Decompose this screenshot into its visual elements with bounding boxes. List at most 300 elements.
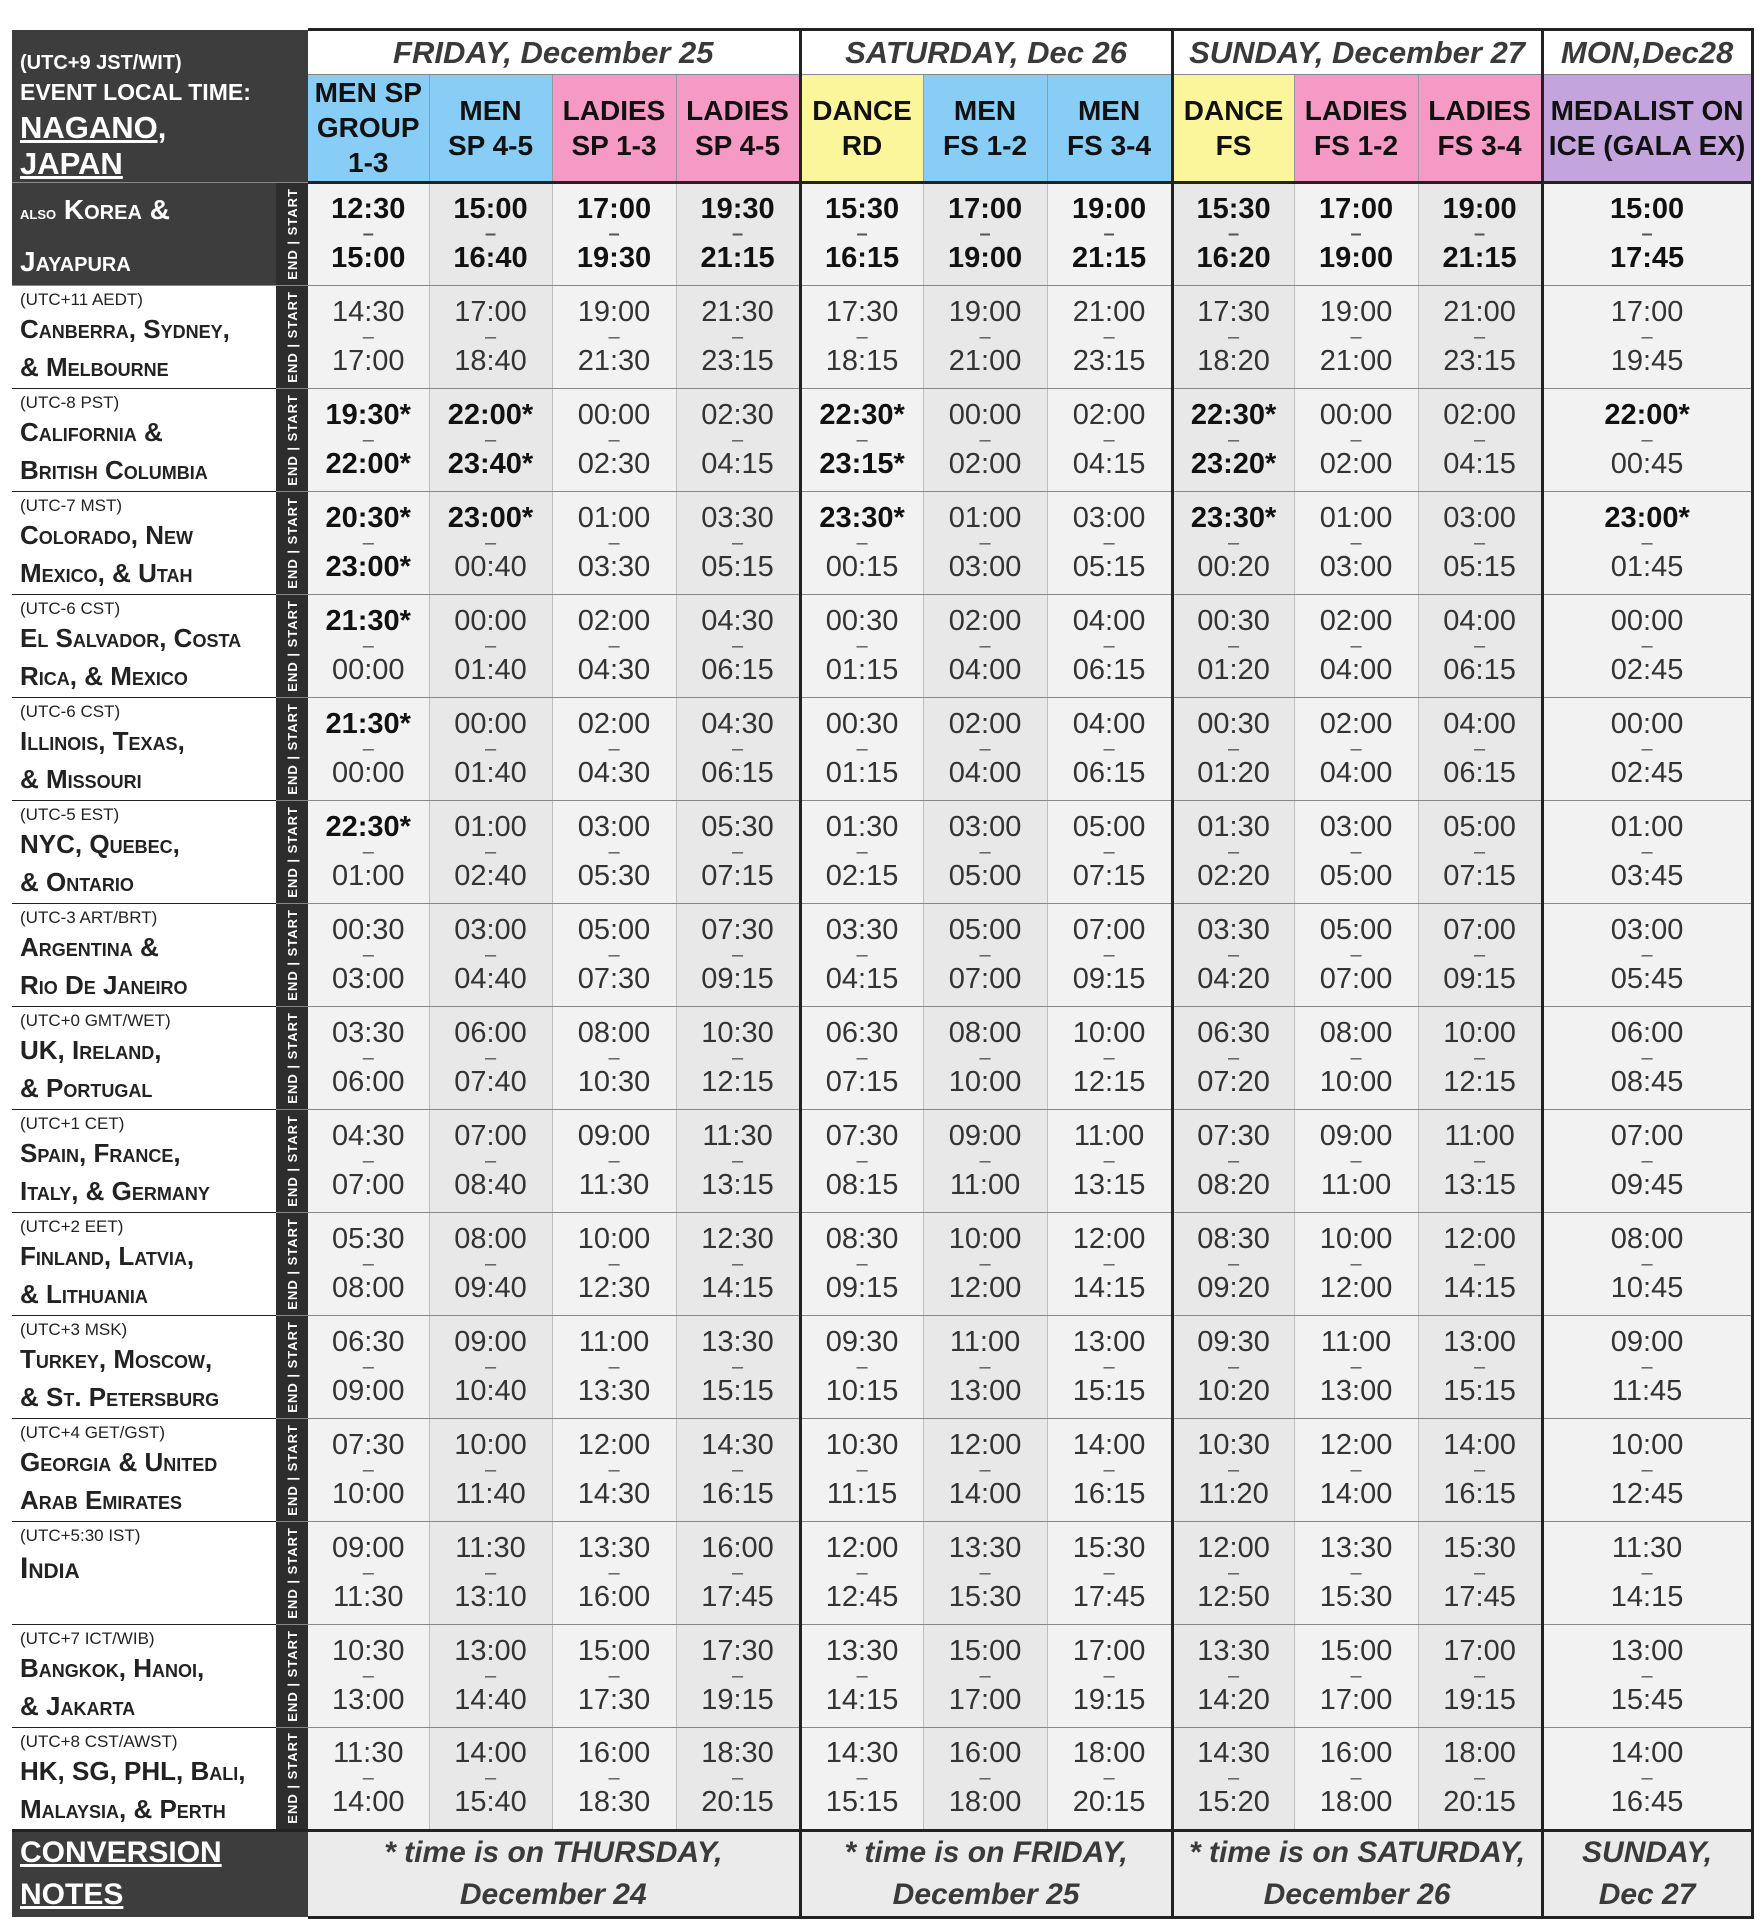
time-cell [923, 1315, 1047, 1418]
event-name: LADIES [686, 94, 789, 126]
start-time: 11:00 [949, 1325, 1021, 1358]
event-name: MEDALIST ON [1550, 94, 1744, 126]
start-end-text: END | START [284, 1320, 300, 1413]
end-time: 18:00 [948, 1786, 1022, 1818]
start-time: 00:00 [1610, 707, 1684, 740]
time-dash: – [1228, 223, 1240, 245]
start-time: 05:30 [331, 1222, 405, 1255]
start-time: 14:00 [1443, 1428, 1516, 1461]
start-end-marker [276, 1418, 308, 1521]
start-time: 12:00 [1197, 1531, 1270, 1564]
end-time: 04:30 [577, 756, 651, 789]
time-dash: – [1474, 1252, 1486, 1275]
event-name: LADIES [1428, 94, 1531, 126]
end-time: 03:30 [577, 550, 651, 583]
end-time: 16:00 [577, 1580, 651, 1613]
end-time: 07:40 [454, 1065, 527, 1098]
time-dash: – [362, 1561, 374, 1584]
start-end-marker [276, 697, 308, 800]
start-time: 10:00 [1443, 1016, 1516, 1049]
end-time: 04:15 [1443, 447, 1516, 480]
start-time: 00:00 [454, 604, 527, 637]
start-time: 07:00 [454, 1119, 527, 1152]
time-cell [1047, 903, 1172, 1006]
start-time: 13:30 [1197, 1634, 1270, 1667]
time-dash: – [362, 325, 374, 348]
end-time: 14:15 [1072, 1271, 1146, 1304]
time-cell [676, 697, 800, 800]
time-dash: – [608, 634, 620, 657]
end-time: 10:15 [825, 1374, 899, 1407]
time-cell [923, 1624, 1047, 1727]
time-dash: – [484, 325, 497, 348]
start-time: 03:00 [454, 913, 527, 946]
time-cell [552, 388, 676, 491]
time-cell [552, 1109, 676, 1212]
time-cell [800, 1624, 923, 1727]
start-time: 09:30 [1197, 1325, 1270, 1358]
time-cell [552, 1006, 676, 1109]
end-time: 01:20 [1197, 756, 1270, 789]
time-cell [552, 1212, 676, 1315]
end-time: 23:15* [819, 447, 905, 480]
start-time: 11:30 [1611, 1531, 1683, 1564]
time-dash: – [1641, 1664, 1653, 1687]
time-dash: – [1350, 1149, 1362, 1172]
start-time: 16:00 [577, 1737, 651, 1769]
time-dash: – [1103, 1561, 1115, 1584]
start-time: 21:30* [325, 707, 411, 740]
time-dash: – [484, 1252, 497, 1275]
end-time: 19:00 [1318, 242, 1394, 274]
end-time: 16:15 [824, 242, 900, 274]
time-cell [308, 903, 429, 1006]
time-cell [1172, 182, 1294, 285]
time-dash: – [608, 1046, 620, 1069]
timezone-region: Malaysia, & Perth [20, 1793, 226, 1824]
start-time: 19:00 [1071, 193, 1147, 225]
time-dash: – [1228, 325, 1240, 348]
end-time: 01:15 [825, 653, 899, 686]
event-header [1418, 75, 1542, 182]
end-time: 10:00 [1319, 1065, 1393, 1098]
time-cell [552, 491, 676, 594]
start-time: 22:30* [325, 810, 411, 843]
time-cell [1542, 285, 1752, 388]
end-time: 02:20 [1197, 859, 1270, 892]
start-time: 10:00 [948, 1222, 1022, 1255]
time-cell [308, 1418, 429, 1521]
start-time: 14:30 [1197, 1737, 1270, 1769]
time-dash: – [856, 325, 868, 348]
header-spacer [276, 30, 308, 183]
end-time: 04:00 [948, 756, 1022, 789]
end-time: 16:15 [1443, 1477, 1516, 1510]
end-time: 22:00* [325, 447, 411, 480]
start-time: 07:30 [701, 913, 774, 946]
time-cell [552, 800, 676, 903]
start-time: 13:30 [948, 1531, 1022, 1564]
timezone-label [12, 182, 276, 285]
start-time: 00:00 [1610, 604, 1684, 637]
start-end-text: END | START [284, 1526, 300, 1619]
timezone-utc: (UTC-8 PST) [20, 392, 120, 412]
time-cell [800, 903, 923, 1006]
end-time: 11:20 [1198, 1477, 1269, 1510]
time-cell [1294, 1006, 1418, 1109]
timezone-utc: (UTC+8 CST/AWST) [20, 1731, 178, 1751]
time-cell [1047, 491, 1172, 594]
conversion-note-line1: * time is on FRIDAY, [844, 1835, 1128, 1869]
time-dash: – [608, 1355, 620, 1378]
start-time: 22:30* [819, 398, 905, 431]
start-time: 11:00 [1444, 1119, 1515, 1152]
end-time: 07:20 [1197, 1065, 1270, 1098]
start-time: 02:00 [1443, 398, 1516, 431]
start-time: 17:00 [1610, 295, 1684, 328]
end-time: 03:00 [948, 550, 1022, 583]
start-time: 10:00 [577, 1222, 651, 1255]
event-header [1294, 75, 1418, 182]
start-time: 12:30 [331, 193, 406, 225]
time-cell [1294, 594, 1418, 697]
start-end-marker [276, 388, 308, 491]
end-time: 23:20* [1190, 447, 1277, 480]
time-dash: – [856, 1046, 868, 1069]
start-time: 10:30 [701, 1016, 774, 1049]
time-cell [1047, 1624, 1172, 1727]
timezone-utc: (UTC-6 CST) [20, 701, 121, 721]
time-cell [308, 1109, 429, 1212]
time-dash: – [484, 531, 497, 554]
time-cell [429, 800, 552, 903]
start-time: 03:00 [577, 810, 651, 843]
start-end-marker [276, 182, 308, 285]
time-dash: – [1350, 1561, 1362, 1584]
start-time: 17:00 [576, 193, 652, 225]
start-end-text: END | START [284, 1114, 300, 1207]
start-time: 06:00 [1610, 1016, 1684, 1049]
time-cell [429, 1521, 552, 1624]
event-name: MEN [1077, 94, 1141, 126]
start-time: 01:30 [825, 810, 899, 843]
time-dash: – [1474, 1664, 1486, 1687]
time-cell [1418, 1521, 1542, 1624]
time-dash: – [484, 1458, 497, 1481]
timezone-label [12, 388, 276, 491]
time-cell [1047, 285, 1172, 388]
timezone-region-name: Korea & [63, 193, 170, 225]
time-dash: – [484, 943, 497, 966]
start-time: 10:00 [1610, 1428, 1684, 1461]
start-time: 11:00 [578, 1325, 650, 1358]
end-time: 10:00 [948, 1065, 1022, 1098]
event-header [1542, 75, 1752, 182]
end-time: 16:15 [701, 1477, 774, 1510]
start-time: 02:00 [577, 707, 651, 740]
start-time: 17:00 [454, 295, 527, 328]
start-end-marker [276, 1212, 308, 1315]
time-dash: – [608, 325, 620, 348]
time-dash: – [731, 1767, 744, 1789]
end-time: 12:15 [1072, 1065, 1146, 1098]
start-time: 03:00 [1443, 501, 1516, 534]
time-cell [1047, 1006, 1172, 1109]
time-cell [923, 182, 1047, 285]
time-dash: – [1228, 428, 1240, 451]
time-cell [800, 1727, 923, 1830]
time-dash: – [731, 531, 744, 554]
time-dash: – [1474, 1355, 1486, 1378]
end-time: 11:30 [578, 1168, 650, 1201]
timezone-also: also [20, 202, 57, 224]
start-time: 03:30 [1197, 913, 1270, 946]
start-time: 14:30 [701, 1428, 774, 1461]
start-time: 05:00 [577, 913, 651, 946]
start-time: 17:00 [1072, 1634, 1146, 1667]
time-dash: – [1228, 634, 1240, 657]
time-cell [1172, 491, 1294, 594]
start-time: 23:00* [447, 501, 534, 534]
time-cell [429, 1109, 552, 1212]
time-cell [308, 388, 429, 491]
end-time: 15:40 [454, 1786, 527, 1818]
start-time: 04:00 [1072, 604, 1146, 637]
time-cell [1294, 800, 1418, 903]
time-dash: – [1228, 1767, 1240, 1789]
time-cell [800, 1418, 923, 1521]
end-time: 18:20 [1197, 344, 1270, 377]
time-cell [1294, 697, 1418, 800]
start-time: 13:30 [701, 1325, 774, 1358]
start-end-marker [276, 1006, 308, 1109]
time-dash: – [979, 1767, 991, 1789]
time-cell [1047, 1109, 1172, 1212]
timezone-region: Colorado, New [20, 519, 193, 550]
time-cell [1172, 800, 1294, 903]
start-end-marker [276, 800, 308, 903]
day-header: SUNDAY, December 27 [1172, 30, 1542, 75]
end-time: 10:20 [1197, 1374, 1270, 1407]
event-group: FS 3-4 [1437, 129, 1522, 161]
time-dash: – [1641, 1252, 1653, 1275]
end-time: 07:15 [701, 859, 774, 892]
time-cell [1418, 491, 1542, 594]
end-time: 07:15 [1072, 859, 1146, 892]
time-dash: – [1350, 1664, 1362, 1687]
time-dash: – [1641, 1561, 1653, 1584]
time-dash: – [979, 840, 991, 863]
time-cell [800, 182, 923, 285]
time-cell [1294, 1109, 1418, 1212]
start-time: 18:00 [1443, 1737, 1516, 1769]
time-cell [800, 1006, 923, 1109]
time-dash: – [362, 737, 374, 760]
conversion-notes-label [12, 1830, 308, 1917]
time-cell [1047, 1727, 1172, 1830]
start-end-text: END | START [284, 187, 300, 280]
start-time: 01:00 [948, 501, 1022, 534]
end-time: 08:15 [825, 1168, 899, 1201]
time-cell [1047, 388, 1172, 491]
event-group: ICE (GALA EX) [1548, 129, 1746, 161]
end-time: 21:00 [1319, 344, 1393, 377]
start-time: 09:00 [948, 1119, 1022, 1152]
time-cell [552, 182, 676, 285]
start-end-text: END | START [284, 702, 300, 795]
end-time: 14:00 [1319, 1477, 1393, 1510]
end-time: 15:15 [1072, 1374, 1146, 1407]
start-time: 15:30 [824, 193, 900, 225]
time-dash: – [731, 1149, 744, 1172]
end-time: 06:15 [1072, 756, 1146, 789]
time-dash: – [1641, 943, 1653, 966]
time-dash: – [1350, 1458, 1362, 1481]
time-dash: – [484, 1355, 497, 1378]
start-time: 04:30 [331, 1119, 405, 1152]
time-cell [552, 1624, 676, 1727]
time-cell [1418, 1624, 1542, 1727]
time-cell [1047, 697, 1172, 800]
start-time: 08:30 [1197, 1222, 1270, 1255]
time-dash: – [1228, 1149, 1240, 1172]
end-time: 00:15 [825, 550, 899, 583]
time-cell [1172, 1109, 1294, 1212]
start-time: 03:30 [701, 501, 774, 534]
end-time: 06:15 [1443, 653, 1516, 686]
event-header [308, 75, 429, 182]
time-cell [923, 1418, 1047, 1521]
time-cell [800, 491, 923, 594]
end-time: 13:15 [1072, 1168, 1146, 1201]
time-dash: – [608, 1767, 620, 1789]
time-dash: – [731, 1252, 744, 1275]
start-end-text: END | START [284, 1732, 300, 1824]
timezone-region: British Columbia [20, 454, 208, 485]
start-time: 11:30 [333, 1737, 404, 1769]
time-dash: – [1103, 1355, 1115, 1378]
start-time: 08:00 [948, 1016, 1022, 1049]
time-cell [429, 1212, 552, 1315]
time-cell [923, 800, 1047, 903]
timezone-label [12, 1212, 276, 1315]
time-cell [1047, 1212, 1172, 1315]
end-time: 06:15 [701, 653, 774, 686]
time-cell [308, 1624, 429, 1727]
time-cell [800, 1109, 923, 1212]
start-end-text: END | START [284, 1011, 300, 1104]
start-time: 17:00 [947, 193, 1023, 225]
time-cell [923, 388, 1047, 491]
time-dash: – [362, 943, 374, 966]
time-dash: – [1474, 1767, 1486, 1789]
time-dash: – [1103, 428, 1115, 451]
time-cell [552, 903, 676, 1006]
conversion-note-line1: SUNDAY, [1582, 1835, 1713, 1869]
start-time: 23:30* [1190, 501, 1277, 534]
end-time: 01:00 [331, 859, 405, 892]
time-cell [1294, 182, 1418, 285]
time-cell [308, 491, 429, 594]
time-cell [676, 1315, 800, 1418]
end-time: 05:00 [1319, 859, 1393, 892]
end-time: 15:30 [948, 1580, 1022, 1613]
time-dash: – [1474, 325, 1486, 348]
end-time: 17:45 [1072, 1580, 1146, 1613]
timezone-label [12, 1418, 276, 1521]
start-time: 15:00 [1319, 1634, 1393, 1667]
end-time: 12:45 [1610, 1477, 1684, 1510]
end-time: 01:15 [825, 756, 899, 789]
time-cell [1294, 1521, 1418, 1624]
end-time: 14:00 [331, 1786, 405, 1818]
time-dash: – [731, 737, 744, 760]
time-dash: – [484, 737, 497, 760]
start-time: 07:30 [331, 1428, 405, 1461]
time-cell [1172, 1624, 1294, 1727]
start-time: 05:30 [701, 810, 774, 843]
event-header [800, 75, 923, 182]
time-dash: – [1474, 1561, 1486, 1584]
timezone-region: Arab Emirates [20, 1484, 183, 1515]
end-time: 09:20 [1197, 1271, 1270, 1304]
end-time: 23:40* [447, 447, 534, 480]
start-time: 14:30 [331, 295, 405, 328]
start-time: 14:00 [1610, 1737, 1684, 1769]
timezone-region: UK, Ireland, [20, 1034, 162, 1065]
end-time: 09:00 [331, 1374, 405, 1407]
day-header: SATURDAY, Dec 26 [800, 30, 1172, 75]
end-time: 01:20 [1197, 653, 1270, 686]
time-cell [308, 1727, 429, 1830]
conversion-note [1172, 1830, 1542, 1917]
time-dash: – [1228, 1664, 1240, 1687]
time-cell [676, 903, 800, 1006]
time-cell [923, 1521, 1047, 1624]
conversion-note-line2: December 26 [1263, 1877, 1451, 1911]
time-dash: – [731, 223, 744, 245]
event-header [1047, 75, 1172, 182]
event-header [923, 75, 1047, 182]
time-dash: – [1103, 1458, 1115, 1481]
day-header: FRIDAY, December 25 [308, 30, 800, 75]
time-cell [800, 697, 923, 800]
end-time: 17:45 [1609, 242, 1685, 274]
time-cell [1172, 697, 1294, 800]
end-time: 12:30 [577, 1271, 651, 1304]
start-end-text: END | START [284, 393, 300, 486]
start-end-marker [276, 1315, 308, 1418]
start-time: 09:00 [577, 1119, 651, 1152]
event-group: SP 1-3 [571, 129, 657, 161]
timezone-region: Argentina & [20, 931, 159, 962]
time-dash: – [1350, 1355, 1362, 1378]
timezone-region: Georgia & United [20, 1446, 218, 1477]
time-cell [429, 1315, 552, 1418]
time-cell [429, 491, 552, 594]
end-time: 06:00 [331, 1065, 405, 1098]
time-cell [676, 1521, 800, 1624]
start-time: 12:00 [577, 1428, 651, 1461]
time-cell [1418, 1315, 1542, 1418]
time-dash: – [1228, 1046, 1240, 1069]
start-time: 19:00 [577, 295, 651, 328]
timezone-label [12, 491, 276, 594]
time-dash: – [1350, 737, 1362, 760]
time-cell [1047, 594, 1172, 697]
time-dash: – [979, 428, 991, 451]
time-dash: – [484, 1046, 497, 1069]
